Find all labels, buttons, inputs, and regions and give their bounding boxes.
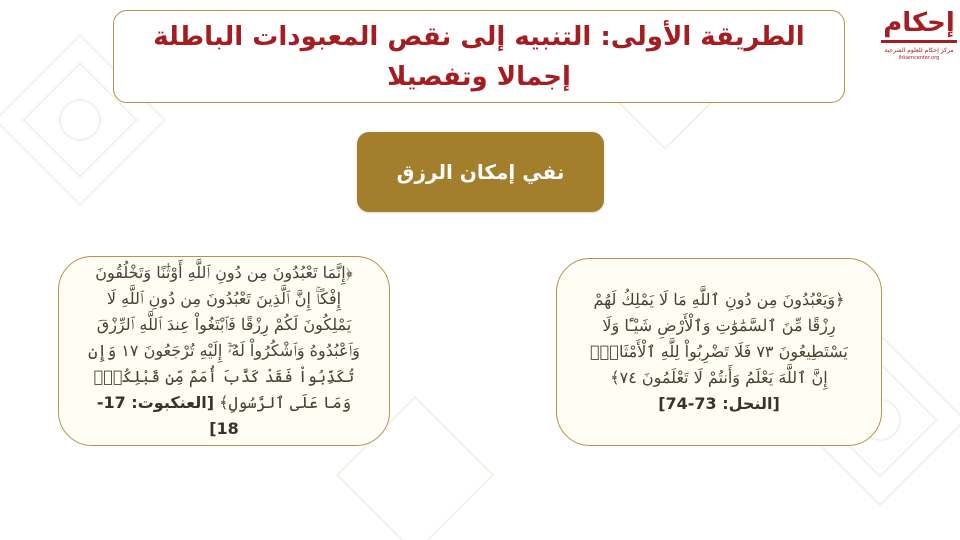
logo-mark: إحكام <box>881 6 957 43</box>
subtitle-button <box>357 132 604 212</box>
verse-text-nahl <box>581 287 857 417</box>
verse-body: ﴿إِنَّمَا تَعْبُدُونَ مِن دُونِ ٱللَّهِ أَوْثَٰنًا وَتَخْلُقُونَ إِفْكًاۚ إِنَّ ٱلَّذِينَ تَعْبُدُونَ مِن دُونِ ٱللَّهِ لَا يَمْلِكُونَ لَكُمْ رِزْقًا فَٱبْتَغُواْ عِندَ ٱللَّهِ ٱلرِّزْقَ وَٱعْبُدُوهُ وَٱشْكُرُواْ لَهُۥٓۖ إِلَيْهِ تُرْجَعُونَ ١٧ وَإِن تُكَذِّبُواْ فَقَدْ كَذَّبَ أُمَمٌ مِّن قَبْلِكُمْۖ وَمَا عَلَى ٱلرَّسُولِ﴾ <box>88 263 360 412</box>
logo-tagline: ihkamcenter.org <box>898 55 940 61</box>
verse-body: ﴿وَيَعْبُدُونَ مِن دُونِ ٱللَّهِ مَا لَا يَمْلِكُ لَهُمْ رِزْقًا مِّنَ ٱلسَّمَٰوَٰتِ وَٱلْأَرْضِ شَيْـًٔا وَلَا يَسْتَطِيعُونَ ٧٣ فَلَا تَضْرِبُواْ لِلَّهِ ٱلْأَمْثَالَۚ إِنَّ ٱللَّهَ يَعْلَمُ وَأَنتُمْ لَا تَعْلَمُونَ ٧٤﴾ <box>590 290 848 387</box>
verse-text-ankabut <box>83 260 365 442</box>
logo-subtitle: مركز إحكام للعلوم الشرعية <box>884 47 954 54</box>
verse-box-ankabut <box>58 256 390 446</box>
page-title: الطريقة الأولى: التنبيه إلى نقص المعبودات الباطلة إجمالا وتفصيلا <box>153 21 805 92</box>
logo <box>883 6 955 70</box>
verse-reference: [النحل: 73-74] <box>658 394 780 413</box>
title-box <box>113 10 845 103</box>
subtitle-text: نفي إمكان الرزق <box>396 160 565 184</box>
verse-reference: [العنكبوت: 17-18] <box>96 393 239 438</box>
verse-box-nahl <box>556 258 882 446</box>
